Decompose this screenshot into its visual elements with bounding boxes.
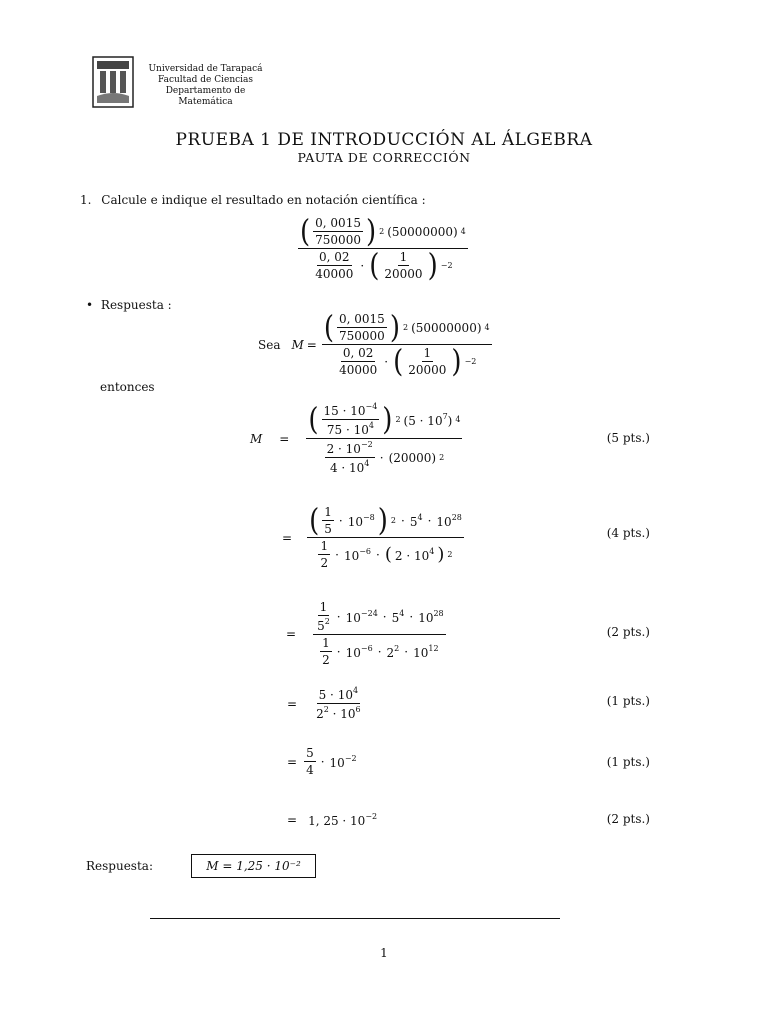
step-1-formula: M = ( $\frac{15 \cdot 10^{-4}}{75 \cdot 10^4}$ ) 2 $(5 \cdot 10^7)$ 4 $\frac{2 \cdot 10^{-2}}{4 \cdot 10^4}$ · (20000) 2 bbox=[250, 401, 461, 475]
department-name: Departamento de Matemática bbox=[165, 86, 246, 107]
step-3-formula: = $\frac{1}{5^2}$ · $10^{-24}$ · $5^4$ · $10^{28}$ $\frac{1}{2}$ · $10^{-6}$ · $2^2$ · $10^{12}$ bbox=[286, 600, 444, 667]
footer-divider bbox=[150, 918, 560, 919]
faculty-name: Facultad de Ciencias bbox=[157, 75, 254, 85]
entonces-label: entonces bbox=[100, 380, 155, 394]
final-answer-label: Respuesta: bbox=[86, 859, 153, 873]
sea-label: Sea bbox=[258, 337, 281, 352]
step-3-points: (2 pts.) bbox=[606, 625, 650, 639]
question-text: Calcule e indique el resultado en notación científica : bbox=[101, 193, 426, 207]
question-number: 1. bbox=[80, 193, 92, 207]
bullet-icon: • bbox=[86, 298, 94, 312]
answer-heading bbox=[86, 298, 172, 312]
step-5-formula: = $\frac{5}{4}$ · $10^{-2}$ bbox=[287, 746, 357, 777]
step-1-points: (5 pts.) bbox=[606, 431, 650, 445]
final-answer-box bbox=[191, 854, 316, 878]
definition-formula: Sea M = ( $\frac{0, 0015}{750000}$ ) 2 (50000000) 4 $\frac{0, 02}{40000}$ · ( $\frac{1}{20000}$ ) −2 bbox=[258, 309, 490, 380]
step-4-formula: = $\frac{5 \cdot 10^4}{2^2 \cdot 10^6}$ bbox=[287, 686, 361, 721]
answer-label: Respuesta : bbox=[100, 298, 172, 312]
step-2-points: (4 pts.) bbox=[606, 526, 650, 540]
step-4-points: (1 pts.) bbox=[606, 694, 650, 708]
final-answer-value: M = 1,25 · 10⁻² bbox=[206, 859, 301, 873]
university-name: Universidad de Tarapacá bbox=[148, 64, 263, 74]
page-subtitle: PAUTA DE CORRECCIÓN bbox=[297, 150, 471, 165]
question-formula: ( $\frac{0, 0015}{750000}$ ) 2 (50000000) 4 $\frac{0, 02}{40000}$ · ( $\frac{1}{20000}$ ) −2 bbox=[300, 213, 466, 284]
page-title: PRUEBA 1 DE INTRODUCCIÓN AL ÁLGEBRA bbox=[175, 130, 593, 150]
step-6-formula: = 1, $25 \cdot 10^{-2}$ bbox=[287, 812, 378, 828]
step-5-points: (1 pts.) bbox=[606, 755, 650, 769]
question-line bbox=[80, 193, 426, 207]
step-2-formula: = ( $\frac{1}{5}$ · $10^{-8}$ ) 2 · $5^4$ · $10^{28}$ $\frac{1}{2}$ · $10^{-6}$ · ( $2 \cdot 10^4$ ) 2 bbox=[282, 502, 462, 570]
step-6-points: (2 pts.) bbox=[606, 812, 650, 826]
page-number: 1 bbox=[380, 946, 388, 960]
institution-block bbox=[138, 64, 273, 108]
university-logo bbox=[92, 56, 134, 108]
